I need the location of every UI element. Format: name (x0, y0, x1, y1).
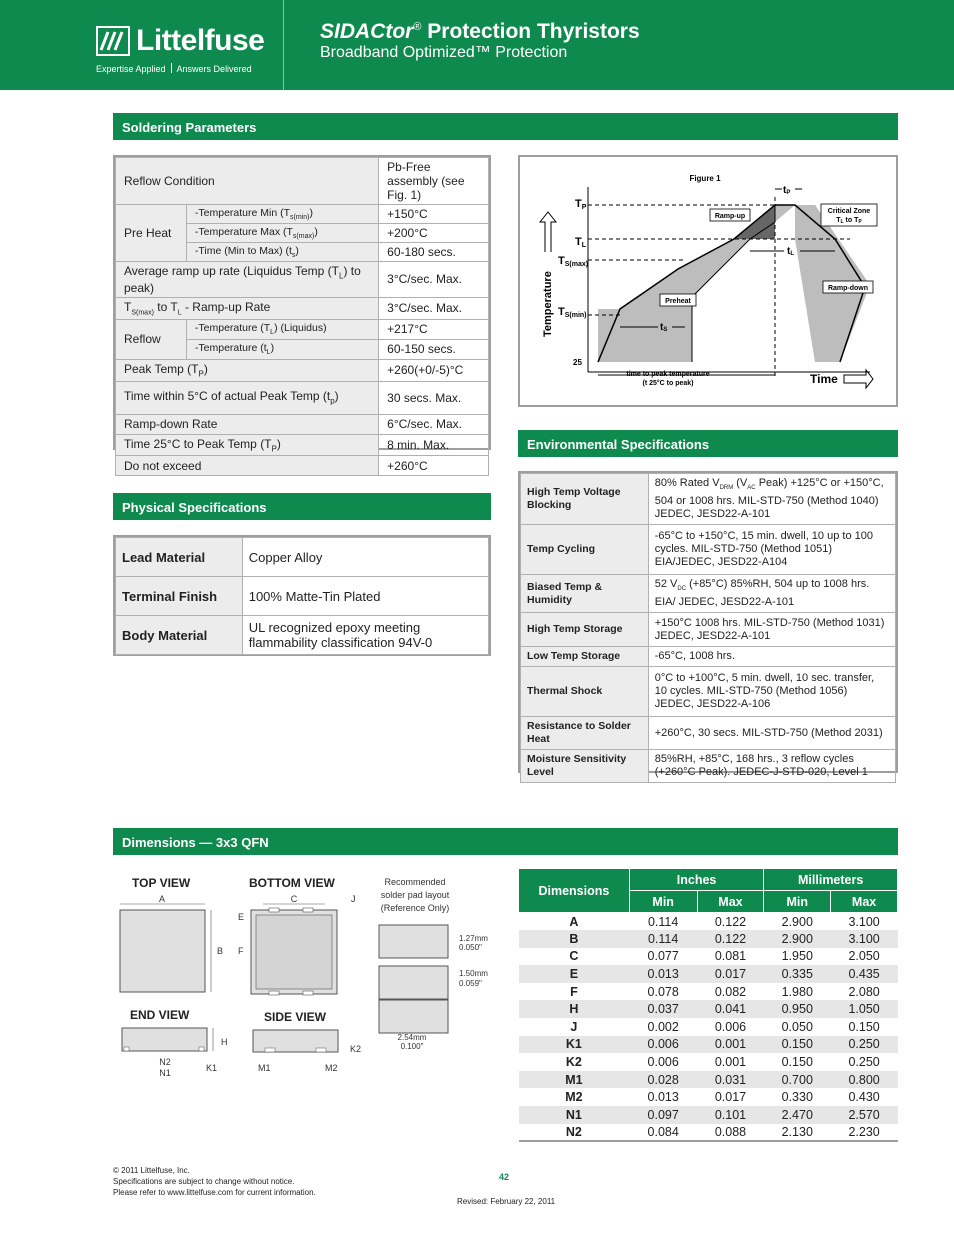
table-cell: 0.006 (647, 1055, 679, 1070)
soldering-cell: +217°C (379, 319, 489, 339)
soldering-cell: 6°C/sec. Max. (379, 414, 489, 434)
page-number: 42 (499, 1172, 510, 1182)
soldering-cell: Time within 5°C of actual Peak Temp $(t_p)$ (116, 381, 379, 414)
dim-a-label: A (158, 894, 166, 904)
dim-header-mm: Millimeters (764, 869, 898, 891)
dim-header-min: Min (764, 891, 831, 913)
table-cell: 0.250 (848, 1055, 880, 1070)
table-cell: C (569, 949, 579, 964)
table-cell: 0.122 (714, 914, 747, 929)
physical-table-frame (113, 535, 491, 656)
page-subtitle: Broadband Optimized™ Protection (320, 44, 568, 61)
side-view-label: SIDE VIEW (264, 1010, 327, 1024)
logo (0, 0, 284, 90)
dim-n2-label: N2 (159, 1057, 171, 1067)
ts-time-label: tS (660, 322, 668, 333)
table-cell: 3.100 (831, 930, 898, 948)
footer-copyright: © 2011 Littelfuse, Inc. (113, 1166, 190, 1175)
rampdown-box: Ramp-down (827, 285, 869, 292)
rec-line1: Recommended (384, 877, 446, 887)
table-cell: 0.082 (714, 984, 747, 999)
table-row (519, 965, 898, 983)
table-cell: 0.006 (629, 1036, 697, 1054)
dim-f-label: F (238, 946, 244, 956)
table-cell: 0.330 (781, 1090, 813, 1105)
top-view-body (120, 910, 205, 992)
soldering-cell: +260(+0/-5)°C (379, 359, 489, 381)
pad-2 (379, 966, 448, 999)
logo-tagline (96, 63, 252, 74)
table-row (519, 983, 898, 1001)
physical-label: Lead Material (116, 538, 243, 577)
right-arrow-icon (844, 370, 873, 388)
table-cell: 0.050 (781, 1019, 813, 1034)
env-value: 0°C to +100°C, 5 min. dwell, 10 sec. transfer, 10 cycles. MIL-STD-750 (Method 1056) JEDEC, JESD22-A-106 (648, 667, 895, 717)
soldering-cell: -Temperature $(t_L)$ (186, 339, 378, 359)
dim-k2-label: K2 (350, 1044, 362, 1054)
env-value: -65°C, 1008 hrs. (648, 647, 895, 667)
footer-line3: Please refer to www.littelfuse.com for current information. (113, 1188, 316, 1197)
environmental-table-frame (518, 471, 898, 779)
env-label: Moisture Sensitivity Level (521, 750, 649, 783)
env-label: Low Temp Storage (521, 647, 649, 667)
pad-3 (379, 1000, 448, 1033)
soldering-cell: +260°C (379, 456, 489, 476)
table-cell: 2.900 (764, 930, 831, 948)
table-cell: 0.001 (714, 1055, 747, 1070)
package-drawings (113, 890, 513, 1090)
table-row (519, 1018, 898, 1036)
table-cell: 0.114 (629, 930, 697, 948)
tl-time-label: tL (787, 246, 795, 257)
table-cell: 0.084 (647, 1124, 679, 1139)
table-cell: 3.100 (848, 914, 880, 929)
end-view-label: END VIEW (130, 1008, 190, 1022)
rec-line3: (Reference Only) (380, 903, 450, 913)
env-label: Resistance to Solder Heat (521, 717, 649, 750)
dim-m1-label: M1 (258, 1063, 271, 1073)
physical-label: Terminal Finish (116, 577, 243, 616)
env-label: High Temp Voltage Blocking (521, 474, 649, 525)
table-cell: 0.001 (697, 1036, 764, 1054)
table-cell: 0.101 (697, 1106, 764, 1124)
reflow-profile-figure (518, 155, 898, 407)
table-cell: 2.050 (848, 949, 880, 964)
table-cell: 0.013 (647, 1090, 679, 1105)
table-cell: 0.002 (647, 1019, 679, 1034)
table-cell: 1.050 (831, 1000, 898, 1018)
dimensions-table (518, 868, 898, 1142)
pad3-in: 0.100" (400, 1042, 424, 1051)
table-cell: 0.950 (764, 1000, 831, 1018)
table-cell: 0.088 (714, 1124, 747, 1139)
page-title (320, 20, 640, 44)
table-cell: 0.114 (647, 914, 679, 929)
soldering-cell: Pb-Free assembly (see Fig. 1) (379, 158, 489, 205)
soldering-section-header: Soldering Parameters (113, 113, 898, 140)
table-cell: 0.077 (647, 949, 679, 964)
table-row (519, 1000, 898, 1018)
table-cell: 0.150 (764, 1036, 831, 1054)
table-row (519, 1106, 898, 1124)
dimensions-table-body (519, 913, 898, 1142)
table-row (519, 1124, 898, 1142)
pad2-mm: 1.50mm (459, 969, 488, 978)
env-label: Temp Cycling (521, 525, 649, 575)
pad1-in: 0.050" (459, 943, 482, 952)
soldering-cell: Ramp-down Rate (116, 414, 379, 434)
table-cell: M2 (565, 1090, 583, 1105)
table-cell: 2.470 (764, 1106, 831, 1124)
table-cell: M1 (519, 1071, 630, 1089)
dim-e-label: E (238, 912, 245, 922)
revised-date: Revised: February 22, 2011 (457, 1197, 556, 1206)
physical-value: 100% Matte-Tin Plated (242, 577, 488, 616)
table-row (519, 1071, 898, 1089)
table-cell: H (519, 1000, 630, 1018)
table-row (519, 1053, 898, 1071)
tagline-left: Expertise Applied (96, 64, 166, 74)
table-cell: 2.230 (848, 1124, 880, 1139)
footer-line2: Specifications are subject to change without notice. (113, 1177, 295, 1186)
critical-zone-line1: Critical Zone (827, 208, 871, 215)
figure-caption: Figure 1 (689, 174, 721, 183)
time-to-peak-line2: (t 25°C to peak) (642, 380, 694, 387)
soldering-cell: Reflow (116, 319, 187, 359)
reflow-profile-diagram (520, 157, 896, 405)
table-cell: 2.130 (781, 1124, 813, 1139)
title-rest: Protection Thyristors (421, 20, 640, 43)
table-cell: 0.013 (629, 965, 697, 983)
soldering-table-frame (113, 155, 491, 473)
physical-value: UL recognized epoxy meeting flammability classification 94V-0 (242, 616, 488, 655)
env-value: 85%RH, +85°C, 168 hrs., 3 reflow cycles (+260°C Peak). JEDEC-J-STD-020, Level 1 (648, 750, 895, 783)
dim-n1-label: N1 (159, 1068, 171, 1078)
table-cell: 0.250 (831, 1036, 898, 1054)
soldering-cell: Reflow Condition (116, 158, 379, 205)
y-axis-label: Temperature (542, 271, 554, 337)
y-25-label: 25 (573, 358, 582, 367)
table-cell: 2.900 (781, 914, 813, 929)
physical-section-header: Physical Specifications (113, 493, 491, 520)
table-cell: 1.950 (781, 949, 813, 964)
soldering-cell: Pre Heat (116, 205, 187, 262)
time-to-peak-line1: time to peak temperature (626, 371, 710, 378)
table-row (519, 913, 898, 931)
table-cell: N2 (565, 1124, 582, 1139)
table-cell: 0.078 (647, 984, 679, 999)
soldering-cell: 8 min. Max. (379, 434, 489, 455)
table-cell: K1 (519, 1036, 630, 1054)
table-row (519, 948, 898, 966)
soldering-cell: 3°C/sec. Max. (379, 297, 489, 319)
rampup-box: Ramp-up (714, 213, 746, 220)
table-cell: 0.031 (697, 1071, 764, 1089)
tsmax-label: TS(max) (558, 255, 589, 268)
soldering-cell: Do not exceed (116, 456, 379, 476)
soldering-cell: Peak Temp $(T_P)$ (116, 359, 379, 381)
env-value: +150°C 1008 hrs. MIL-STD-750 (Method 1031) JEDEC, JESD22-A-101 (648, 613, 895, 647)
table-cell: 2.080 (848, 984, 880, 999)
dim-header-min: Min (629, 891, 697, 913)
table-cell: 2.570 (831, 1106, 898, 1124)
physical-table (115, 537, 489, 655)
pad1-mm: 1.27mm (459, 934, 488, 943)
table-cell: 0.430 (848, 1090, 880, 1105)
soldering-cell: 60-150 secs. (379, 339, 489, 359)
soldering-cell: Time 25°C to Peak Temp $(T_P)$ (116, 434, 379, 455)
env-label: High Temp Storage (521, 613, 649, 647)
soldering-cell: -Temperature Max $(T_{s(max)})$ (186, 224, 378, 243)
tagline-right: Answers Delivered (176, 64, 252, 74)
table-cell: 0.006 (714, 1019, 747, 1034)
table-cell: 0.335 (764, 965, 831, 983)
title-italic: SIDACtor (320, 20, 414, 43)
pad3-mm: 2.54mm (397, 1033, 427, 1042)
table-cell: 0.041 (697, 1000, 764, 1018)
table-row (519, 1036, 898, 1054)
top-view-label: TOP VIEW (132, 876, 191, 890)
bottom-view-label: BOTTOM VIEW (249, 876, 335, 890)
soldering-table (115, 157, 489, 476)
table-cell: 0.028 (629, 1071, 697, 1089)
rec-line2: solder pad layout (380, 890, 450, 900)
table-cell: 0.081 (714, 949, 747, 964)
table-cell: 0.435 (831, 965, 898, 983)
soldering-cell: 3°C/sec. Max. (379, 262, 489, 297)
table-cell: E (519, 965, 630, 983)
tl-label: TL (575, 236, 587, 249)
pad2-in: 0.059" (459, 979, 482, 988)
environmental-section-header: Environmental Specifications (518, 430, 898, 457)
littelfuse-logo-icon (96, 26, 130, 56)
physical-label: Body Material (116, 616, 243, 655)
table-cell: 0.800 (831, 1071, 898, 1089)
title-reg: ® (413, 21, 422, 33)
table-cell: K2 (565, 1055, 582, 1070)
page-header (0, 0, 954, 90)
soldering-cell: -Temperature Min $(T_{s(min)})$ (186, 205, 378, 224)
end-view-body (122, 1028, 207, 1051)
table-row (519, 1088, 898, 1106)
pad-1 (379, 925, 448, 958)
logo-text: Littelfuse (136, 24, 265, 57)
table-cell: N1 (519, 1106, 630, 1124)
soldering-cell: 30 secs. Max. (379, 381, 489, 414)
env-value: 80% Rated $V_{DRM}$ ($V_{AC}$ Peak) +125°C or +150°C, 504 or 1008 hrs. MIL-STD-750 (Method 1040) JEDEC, JESD22-A-101 (648, 474, 895, 525)
env-value: 52 $V_{DC}$ (+85°C) 85%RH, 504 up to 1008 hrs. EIA/ JEDEC, JESD22-A-101 (648, 575, 895, 613)
table-cell: F (570, 984, 578, 999)
env-value: -65°C to +150°C, 15 min. dwell, 10 up to 100 cycles. MIL-STD-750 (Method 1051) EIA/JEDEC, JESD22-A104 (648, 525, 895, 575)
preheat-box: Preheat (665, 298, 691, 305)
dim-j-label: J (351, 894, 356, 904)
physical-value: Copper Alloy (242, 538, 488, 577)
table-cell: 0.150 (781, 1055, 813, 1070)
soldering-cell: -Temperature $(T_L)$ (Liquidus) (186, 319, 378, 339)
env-label: Thermal Shock (521, 667, 649, 717)
table-cell: J (570, 1019, 578, 1034)
soldering-cell: +200°C (379, 224, 489, 243)
x-axis-label: Time (810, 372, 838, 386)
table-cell: 1.980 (781, 984, 813, 999)
dim-header-max: Max (697, 891, 764, 913)
up-arrow-icon (540, 212, 556, 252)
soldering-cell: Average ramp up rate (Liquidus Temp $(T_L)$ to peak) (116, 262, 379, 297)
dim-header: Dimensions (519, 869, 630, 913)
dim-c-label: C (290, 894, 298, 904)
environmental-table (520, 473, 896, 783)
table-cell: B (519, 930, 630, 948)
table-cell: 0.700 (764, 1071, 831, 1089)
dim-header-max: Max (831, 891, 898, 913)
dim-h-label: H (221, 1037, 228, 1047)
footer-legal (113, 1165, 316, 1198)
table-cell: 0.150 (848, 1019, 880, 1034)
dim-m2-label: M2 (325, 1063, 338, 1073)
soldering-cell: 60-180 secs. (379, 243, 489, 262)
soldering-cell: -Time (Min to Max) $(t_s)$ (186, 243, 378, 262)
table-cell: 0.017 (697, 965, 764, 983)
env-value: +260°C, 30 secs. MIL-STD-750 (Method 2031) (648, 717, 895, 750)
dim-header-inches: Inches (629, 869, 764, 891)
table-cell: 0.097 (629, 1106, 697, 1124)
soldering-cell: $T_{S(max)}$ to $T_L$ - Ramp-up Rate (116, 297, 379, 319)
tsmin-label: TS(min) (558, 306, 587, 319)
table-row (519, 930, 898, 948)
tp-time-label: tP (783, 185, 791, 196)
env-label: Biased Temp & Humidity (521, 575, 649, 613)
table-cell: 0.122 (697, 930, 764, 948)
critical-zone-line2: TL to TP (836, 217, 862, 225)
table-cell: A (569, 914, 579, 929)
dim-b-label: B (217, 946, 224, 956)
dim-k1-label: K1 (206, 1063, 218, 1073)
table-cell: 0.017 (714, 1090, 747, 1105)
soldering-cell: +150°C (379, 205, 489, 224)
tp-label: TP (575, 198, 587, 211)
table-cell: 0.037 (629, 1000, 697, 1018)
dimensions-section-header: Dimensions — 3x3 QFN (113, 828, 898, 855)
